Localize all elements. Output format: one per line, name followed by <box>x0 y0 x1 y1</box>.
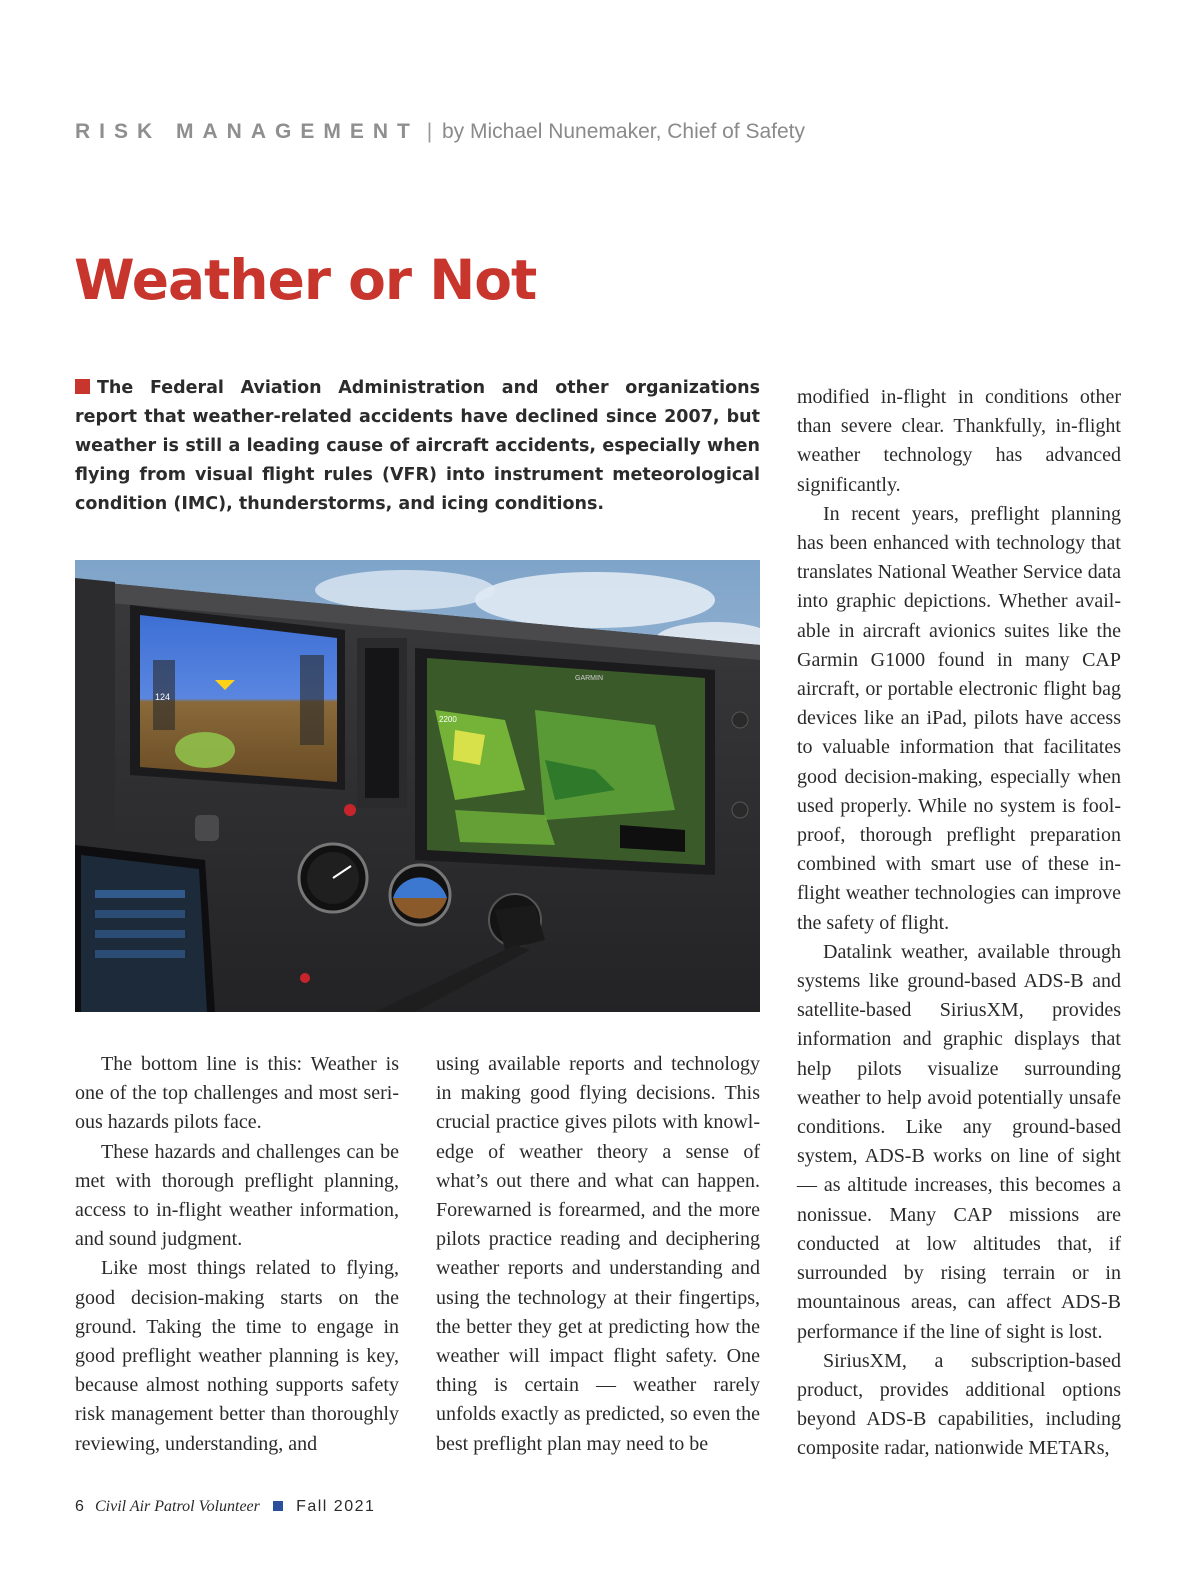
page-number: 6 <box>75 1498 84 1515</box>
section-kicker <box>75 120 805 144</box>
paragraph: Like most things related to flying, good decision-making starts on the ground. Taking the time to engage in good preflight weather planning is key, because almost nothing supports safety risk management better than thoroughly reviewing, understanding, and <box>75 1257 399 1455</box>
cloud <box>315 570 495 610</box>
issue-season: Fall 2021 <box>296 1498 376 1515</box>
magazine-name: Civil Air Patrol Volunteer <box>95 1498 260 1515</box>
article-title: Weather or Not <box>74 248 537 312</box>
mfd-altitude: 2200 <box>439 715 457 724</box>
mount-clip <box>195 815 219 841</box>
paragraph: SiriusXM, a subscription-based product, provides additional options beyond ADS-B capabilities, including composite radar, nationwide METARs, <box>797 1349 1121 1460</box>
article-intro <box>75 374 760 519</box>
footer-square-icon <box>273 1501 283 1511</box>
cloud <box>475 572 715 628</box>
panel-red-knob <box>300 973 310 983</box>
section-label: RISK MANAGEMENT <box>75 120 419 143</box>
body-column-1 <box>75 1050 399 1459</box>
paragraph: using available reports and technology in making good flying decisions. This crucial practice gives pilots with knowledge of weather theory a sense of what’s out there and what can happen. Forewarned is forearmed, and the more pilots practice reading and deciphering weather reports and understanding and using the technology at their fingertips, the better they get at predicting how the weather will impact flight safety. One thing is certain — weather rarely unfolds exactly as predicted, so even the best preflight plan may need to be <box>436 1053 760 1455</box>
author-byline: by Michael Nunemaker, Chief of Safety <box>442 120 806 143</box>
garmin-logo: GARMIN <box>575 675 603 682</box>
body-column-2 <box>436 1050 760 1459</box>
paragraph: The bottom line is this: Weather is one of the top challenges and most serious hazards pilots face. <box>75 1053 399 1134</box>
paragraph: In recent years, preflight planning has been enhanced with technology that translates National Weather Service data into graphic depictions. Whether available in aircraft avionics suites like the Garmin G1000 found in many CAP aircraft, or portable electronic flight bag devices like an iPad, pilots have access to valuable information that facilitates good decision-making, especially when used properly. While no system is foolproof, thorough preflight preparation combined with smart use of these in-flight weather technologies can improve the safety of flight. <box>797 502 1121 934</box>
paragraph: These hazards and challenges can be met with thorough preflight planning, access to in-flight weather information, and sound judgment. <box>75 1140 399 1251</box>
panel-knob <box>732 802 748 818</box>
intro-text: The Federal Aviation Administration and other organizations report that weather-related accidents have declined since 2007, but weather is still a leading cause of aircraft accidents, especially when flying from visual flight rules (VFR) into instrument meteorological condition (IMC), thunderstorms, and icing conditions. <box>75 378 760 514</box>
cockpit-photo <box>75 560 760 1012</box>
intro-square-icon <box>75 379 90 394</box>
mfd-display <box>415 648 715 875</box>
red-button <box>344 804 356 816</box>
tablet-device <box>75 845 215 1012</box>
paragraph: Datalink weather, available through systems like ground-based ADS-B and satellite-based SiriusXM, provides information and graphic displays that help pilots visualize surrounding weather to help avoid potentially unsafe conditions. Like any ground-based system, ADS-B works on line of sight — as altitude increases, this becomes a nonissue. Many CAP missions are conducted at low altitudes that, if surrounded by rising terrain or in mountainous areas, can affect ADS-B performance if the line of sight is lost. <box>797 940 1121 1343</box>
paragraph: modified in-flight in conditions other than severe clear. Thankfully, in-flight weather technology has advanced significantly. <box>797 386 1121 496</box>
cockpit-illustration <box>75 560 760 1012</box>
kicker-separator: | <box>426 120 433 143</box>
page-footer <box>75 1496 375 1516</box>
pfd-readout: 124 <box>155 692 171 702</box>
body-column-3 <box>797 383 1121 1464</box>
pfd-display <box>130 605 345 790</box>
panel-knob <box>732 712 748 728</box>
